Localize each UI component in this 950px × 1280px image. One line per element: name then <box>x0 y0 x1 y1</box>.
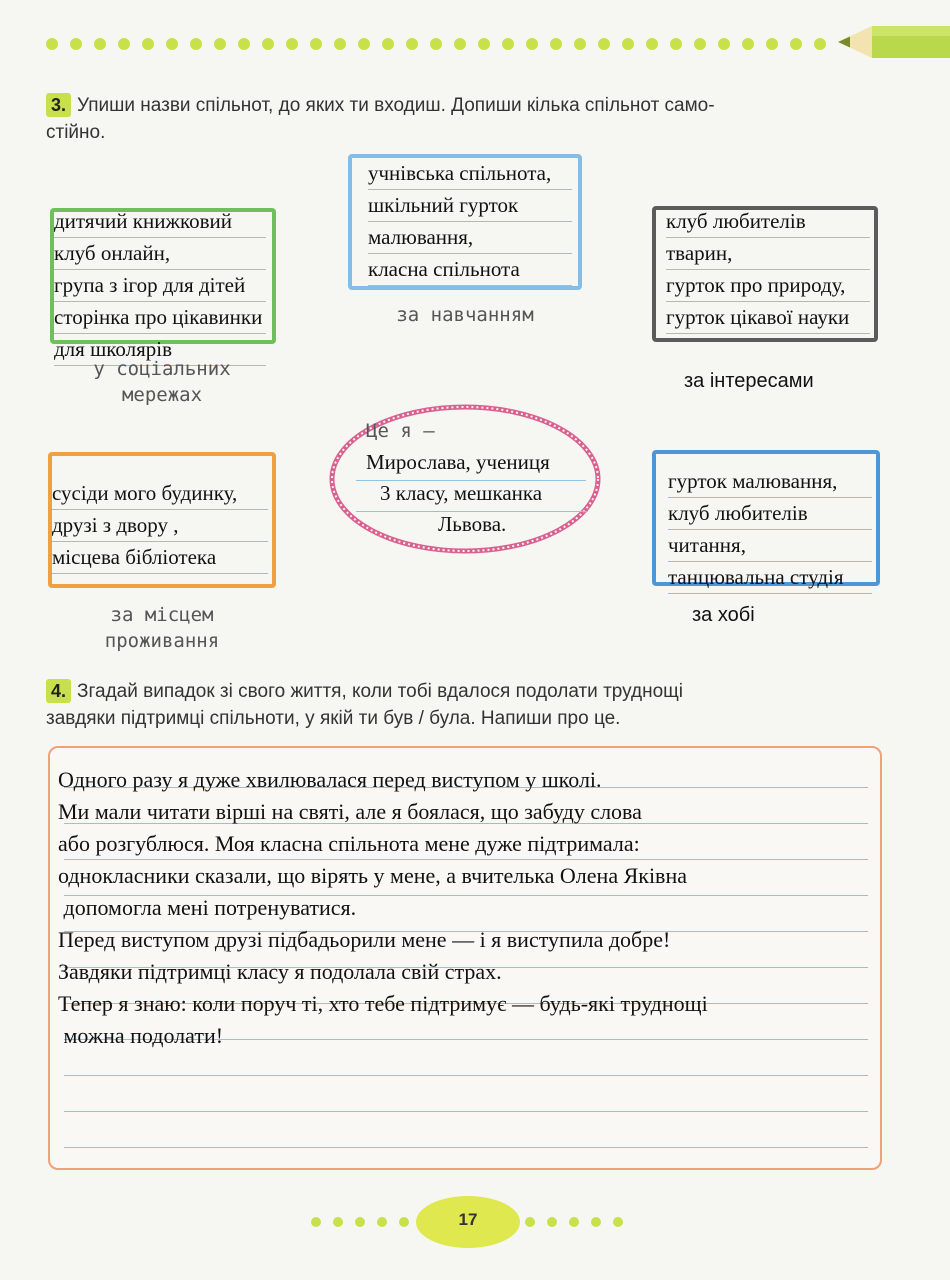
task3-prompt <box>46 92 906 146</box>
task3-number: 3. <box>46 93 71 117</box>
social-line-2: клуб онлайн, <box>54 238 266 270</box>
pencil-icon <box>838 22 950 62</box>
task3-prompt-line1: Упиши назви спільнот, до яких ти входиш. Допиши кілька спільнот само- <box>77 95 715 116</box>
answer-line-4: однокласники сказали, що вірять у мене, а вчителька Олена Яківна <box>58 863 687 888</box>
answer-line-2: Ми мали читати вірші на святі, але я боялася, що забуду слова <box>58 799 642 824</box>
interests-caption: за інтересами <box>684 370 814 392</box>
center-line-4: Львова. <box>438 512 507 536</box>
hobby-line-4: танцювальна студія <box>668 562 872 594</box>
center-line-3: 3 класу, мешканка <box>356 481 588 512</box>
hobby-caption: за хобі <box>692 604 755 626</box>
social-caption <box>62 356 262 408</box>
hobby-box-text[interactable] <box>668 466 872 594</box>
answer-line-6: Перед виступом друзі підбадьорили мене — і я виступила добре! <box>58 927 671 952</box>
answer-line-1: Одного разу я дуже хвилювалася перед виступом у школі. <box>58 767 602 792</box>
answer-line-5: допомогла мені потренуватися. <box>58 895 357 920</box>
hobby-line-2: клуб любителів <box>668 498 872 530</box>
interests-line-4: гурток цікавої науки <box>666 302 870 334</box>
study-caption: за навчанням <box>396 304 534 326</box>
social-line-4: сторінка про цікавинки <box>54 302 266 334</box>
study-box-text[interactable] <box>368 158 572 286</box>
residence-line-2: друзі з двору , <box>52 510 268 542</box>
social-line-3: група з ігор для дітей <box>54 270 266 302</box>
answer-text[interactable] <box>58 764 708 1052</box>
center-line-2: Мирослава, учениця <box>356 450 586 481</box>
answer-line-8: Тепер я знаю: коли поруч ті, хто тебе підтримує — будь-які труднощі <box>58 991 708 1016</box>
task4-prompt-line2: завдяки підтримці спільноти, у якій ти був / була. Напиши про це. <box>46 708 621 729</box>
interests-line-1: клуб любителів <box>666 206 870 238</box>
social-caption-line1: у соціальних <box>93 358 231 380</box>
center-self-text[interactable] <box>356 420 606 542</box>
task4-prompt-line1: Згадай випадок зі свого життя, коли тобі вдалося подолати труднощі <box>77 681 684 702</box>
social-caption-line2: мережах <box>121 384 203 406</box>
residence-caption-line1: за місцем <box>110 604 214 626</box>
page-number: 17 <box>458 1210 478 1229</box>
top-dotted-rule <box>44 36 834 52</box>
residence-caption <box>62 602 262 654</box>
task4-number: 4. <box>46 679 71 703</box>
residence-box-text[interactable] <box>52 478 268 574</box>
answer-line-7: Завдяки підтримці класу я подолала свій страх. <box>58 959 502 984</box>
center-line-1: Це я – <box>366 420 435 442</box>
social-line-1: дитячий книжковий <box>54 206 266 238</box>
interests-box-text[interactable] <box>666 206 870 334</box>
hobby-line-3: читання, <box>668 530 872 562</box>
study-line-3: малювання, <box>368 222 572 254</box>
study-line-2: шкільний гурток <box>368 190 572 222</box>
task3-prompt-line2: стійно. <box>46 122 106 143</box>
social-line-5: для школярів <box>54 334 266 366</box>
residence-line-1: сусіди мого будинку, <box>52 478 268 510</box>
residence-caption-line2: проживання <box>104 630 220 652</box>
hobby-line-1: гурток малювання, <box>668 466 872 498</box>
study-line-1: учнівська спільнота, <box>368 158 572 190</box>
task4-prompt <box>46 678 906 732</box>
social-box-text[interactable] <box>54 206 266 366</box>
answer-line-9: можна подолати! <box>58 1023 224 1048</box>
interests-line-3: гурток про природу, <box>666 270 870 302</box>
residence-line-3: місцева бібліотека <box>52 542 268 574</box>
answer-line-3: або розгублюся. Моя класна спільнота мене дуже підтримала: <box>58 831 640 856</box>
interests-line-2: тварин, <box>666 238 870 270</box>
study-line-4: класна спільнота <box>368 254 572 286</box>
